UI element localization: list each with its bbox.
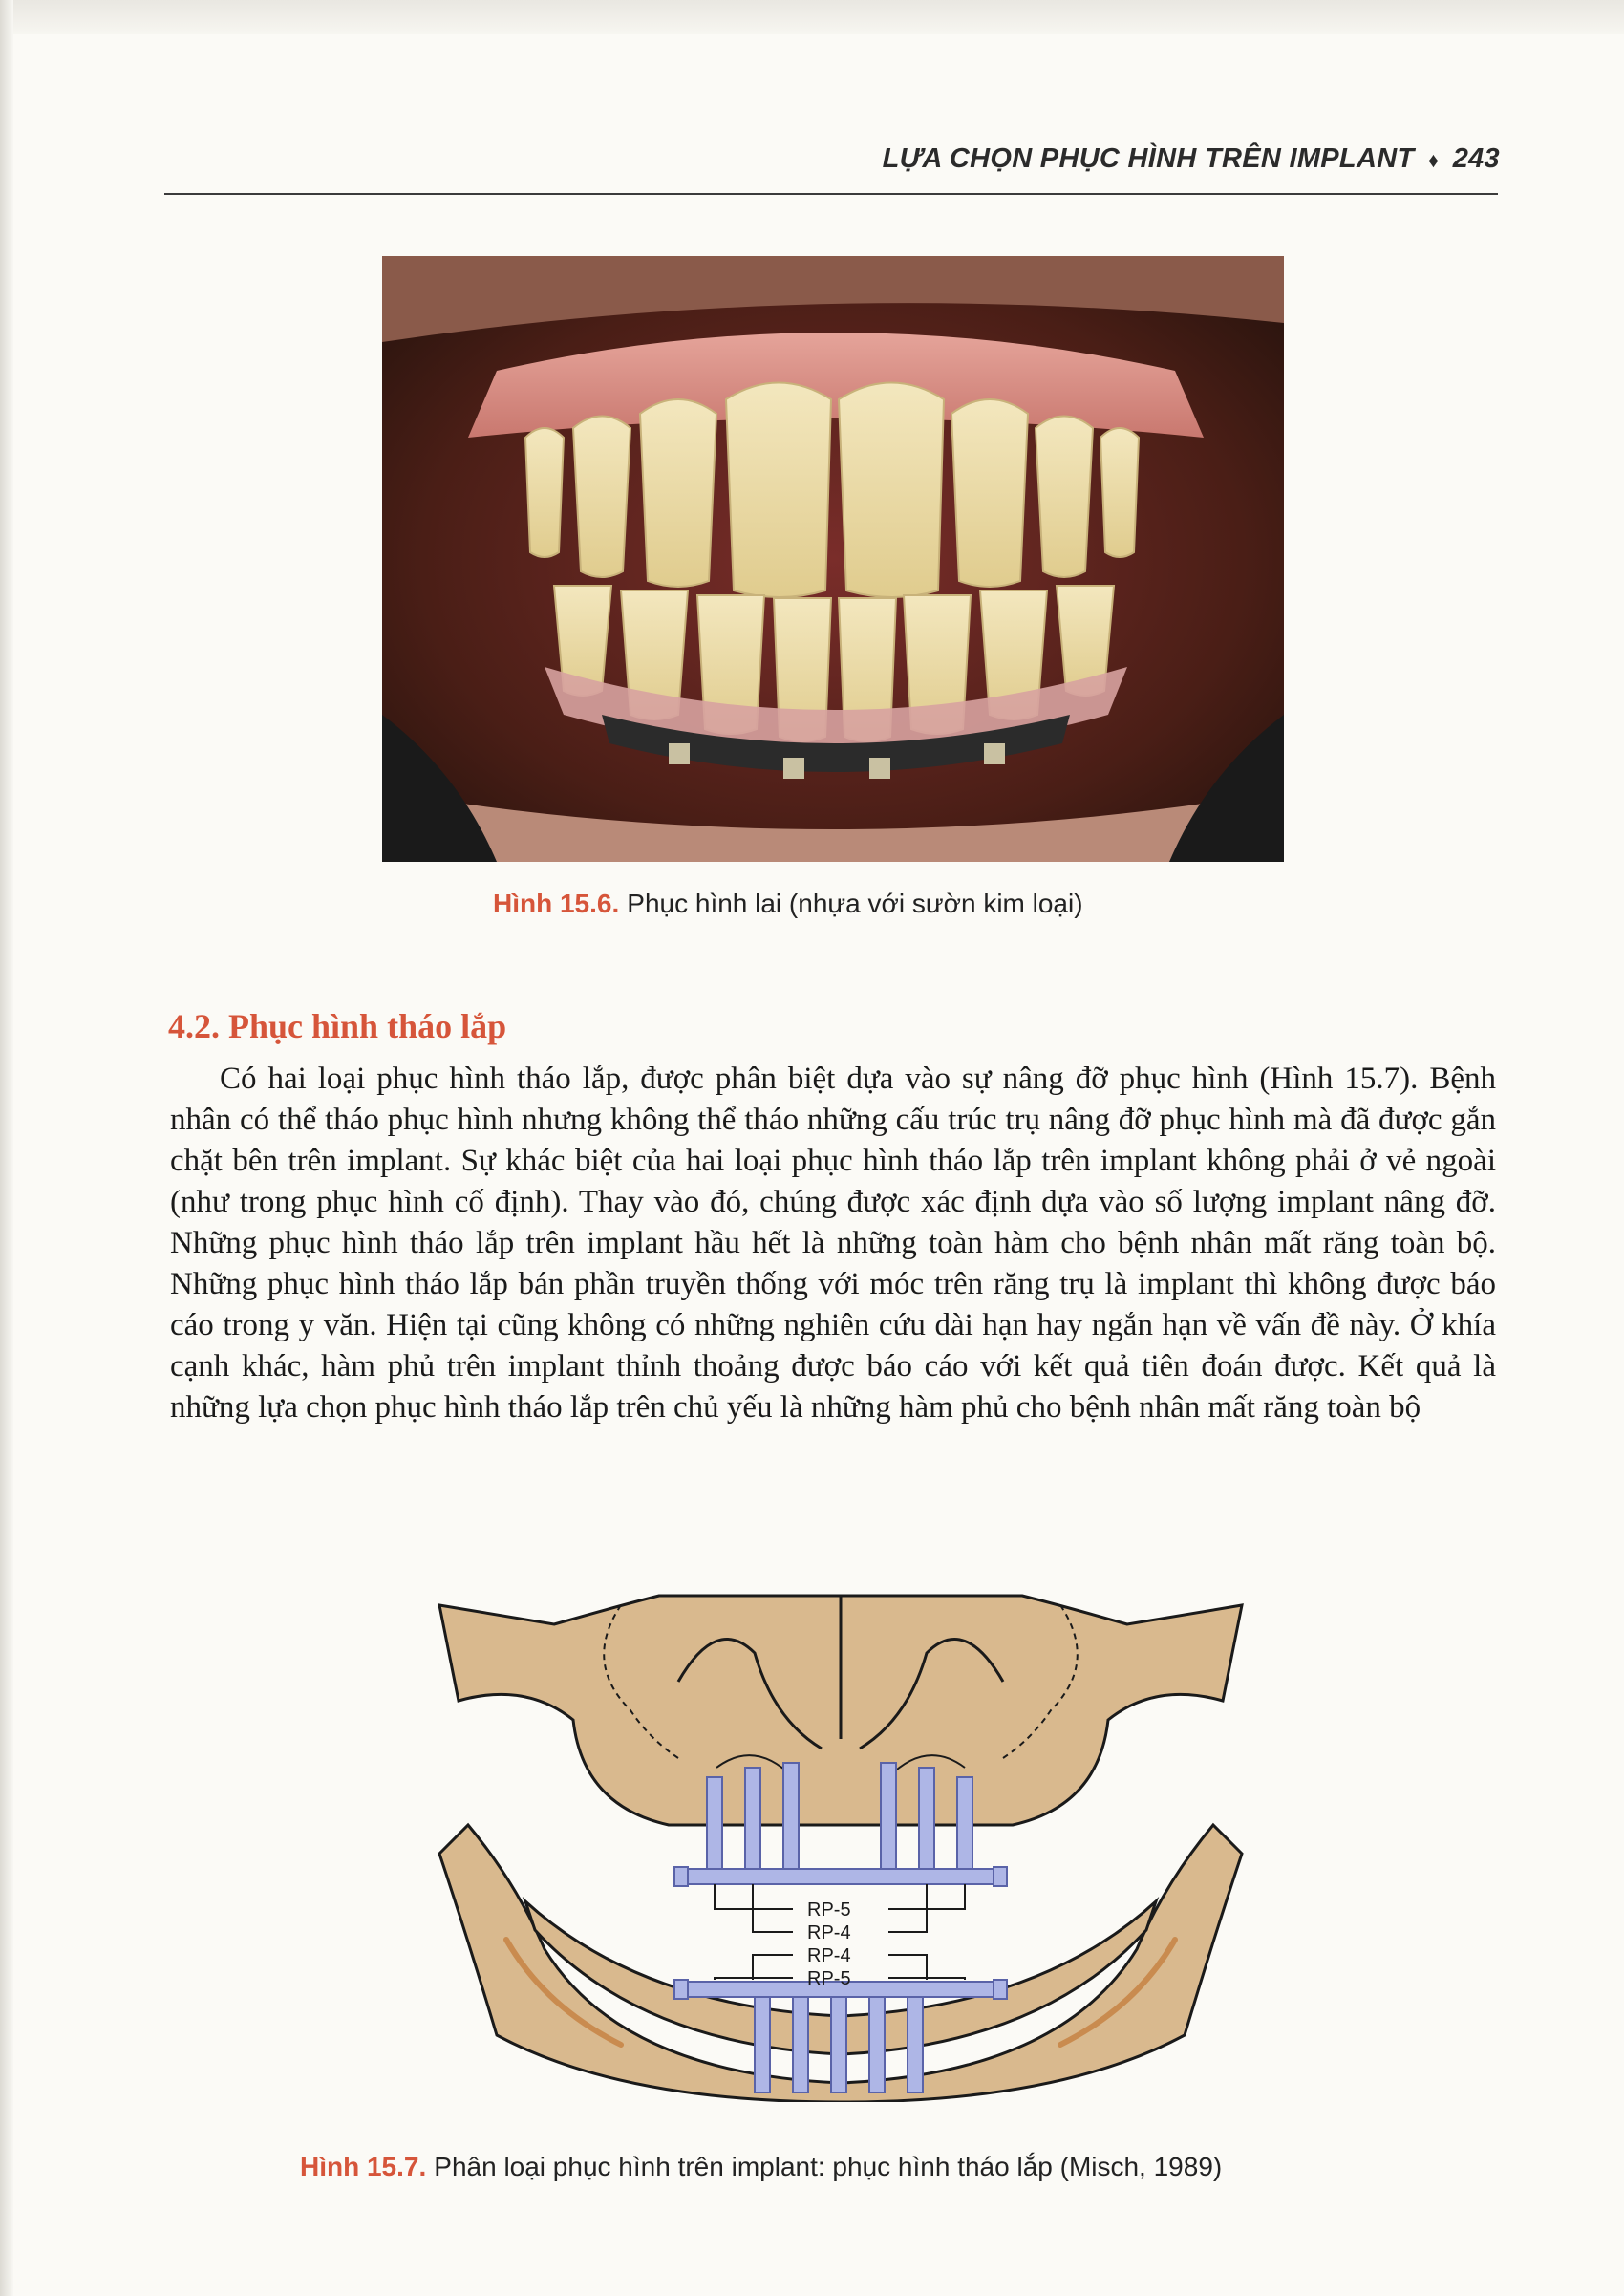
scan-border-left <box>0 0 13 2296</box>
figure-15-6-text: Phục hình lai (nhựa với sườn kim loại) <box>627 889 1083 918</box>
page-number: 243 <box>1452 143 1500 174</box>
running-header <box>783 143 1500 175</box>
figure-15-6-label: Hình 15.6. <box>493 889 620 918</box>
rp-label-4: RP-5 <box>807 1968 851 1989</box>
jaw-diagram <box>430 1586 1251 2102</box>
rp-label-2: RP-4 <box>807 1922 851 1943</box>
body-paragraph: Có hai loại phục hình tháo lắp, được phân biệt dựa vào sự nâng đỡ phục hình (Hình 15.7). Bệnh nhân có thể tháo phục hình nhưng không thể tháo những cấu trúc trụ nâng đỡ phục hình mà đã được gắn chặt bên trên implant. Sự khác biệt của hai loại phục hình tháo lắp trên implant không phải ở vẻ ngoài (như trong phục hình cố định). Thay vào đó, chúng được xác định dựa vào số lượng implant nâng đỡ. Những phục hình tháo lắp trên implant hầu hết là những toàn hàm cho bệnh nhân mất răng toàn bộ. Những phục hình tháo lắp bán phần truyền thống với móc trên răng trụ là implant thì không được báo cáo trong y văn. Hiện tại cũng không có những nghiên cứu dài hạn hay ngắn hạn về vấn đề này. Ở khía cạnh khác, hàm phủ trên implant thỉnh thoảng được báo cáo với kết quả tiên đoán được. Kết quả là những lựa chọn phục hình tháo lắp trên chủ yếu là những hàm phủ cho bệnh nhân mất răng toàn bộ <box>170 1062 1496 1425</box>
header-title: LỰA CHỌN PHỤC HÌNH TRÊN IMPLANT <box>882 143 1415 174</box>
figure-15-7-caption <box>300 2152 1222 2182</box>
section-heading: 4.2. Phục hình tháo lắp <box>168 1007 507 1045</box>
header-diamond-icon: ♦ <box>1427 148 1440 172</box>
rp-label-3: RP-4 <box>807 1945 851 1966</box>
scan-border-top <box>0 0 1624 34</box>
figure-15-7-text: Phân loại phục hình trên implant: phục hình tháo lắp (Misch, 1989) <box>434 2152 1223 2181</box>
figure-15-7-label: Hình 15.7. <box>300 2152 427 2181</box>
header-rule <box>164 193 1498 195</box>
figure-15-6-caption <box>493 889 1083 919</box>
rp-label-1: RP-5 <box>807 1899 851 1920</box>
denture-photo <box>382 256 1284 862</box>
